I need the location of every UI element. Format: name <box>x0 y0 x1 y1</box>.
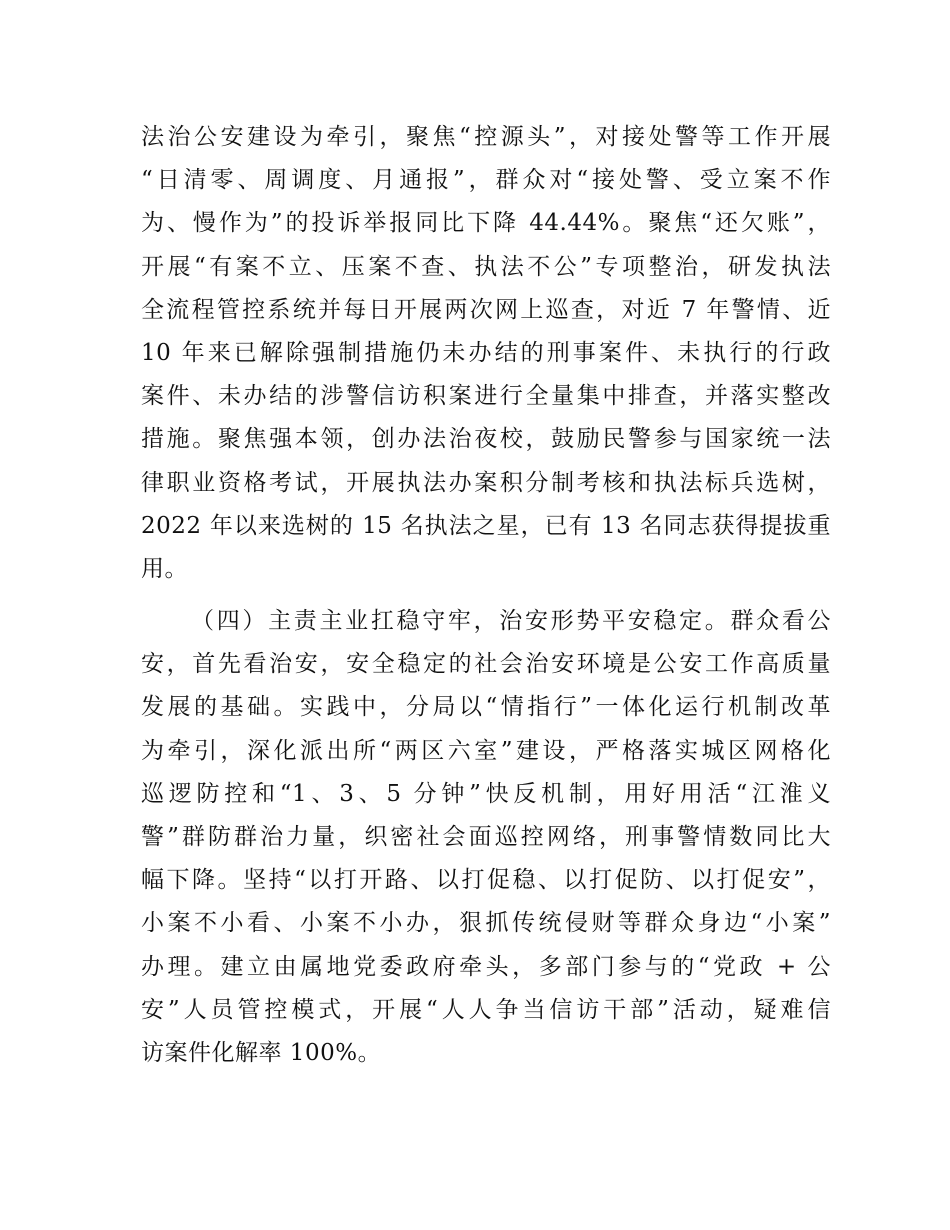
paragraph-2 <box>141 600 831 1075</box>
paragraph-line: “日清零、周调度、月通报”，群众对“接处警、受立案不作 <box>141 167 831 194</box>
paragraph-line: 为、慢作为”的投诉举报同比下降 44.44%。聚焦“还欠账”， <box>141 210 831 237</box>
paragraph-1 <box>141 116 831 591</box>
paragraph-line: 10 年来已解除强制措施仍未办结的刑事案件、未执行的行政 <box>141 339 831 366</box>
paragraph-line: 案件、未办结的涉警信访积案进行全量集中排查，并落实整改 <box>141 383 831 410</box>
paragraph-line: 安，首先看治安，安全稳定的社会治安环境是公安工作高质量 <box>141 651 831 678</box>
paragraph-line: 律职业资格考试，开展执法办案积分制考核和执法标兵选树， <box>141 469 831 496</box>
paragraph-line: 小案不小看、小案不小办，狠抓传统侵财等群众身边“小案” <box>141 910 831 937</box>
paragraph-line: 安”人员管控模式，开展“人人争当信访干部”活动，疑难信 <box>141 996 831 1023</box>
paragraph-line: 用。 <box>141 555 188 582</box>
document-body <box>141 116 831 1075</box>
paragraph-line: 措施。聚焦强本领，创办法治夜校，鼓励民警参与国家统一法 <box>141 426 831 453</box>
paragraph-line: 开展“有案不立、压案不查、执法不公”专项整治，研发执法 <box>141 253 831 280</box>
paragraph-line: 巡逻防控和“1、3、5 分钟”快反机制，用好用活“江淮义 <box>141 780 831 807</box>
paragraph-spacer <box>141 591 831 600</box>
paragraph-line: 2022 年以来选树的 15 名执法之星，已有 13 名同志获得提拔重 <box>141 512 831 539</box>
paragraph-line: 访案件化解率 100%。 <box>141 1039 382 1066</box>
paragraph-line: 法治公安建设为牵引，聚焦“控源头”，对接处警等工作开展 <box>141 124 831 150</box>
paragraph-line: 警”群防群治力量，织密社会面巡控网络，刑事警情数同比大 <box>141 824 831 850</box>
paragraph-line: 幅下降。坚持“以打开路、以打促稳、以打促防、以打促安”， <box>141 867 831 894</box>
paragraph-line: 为牵引，深化派出所“两区六室”建设，严格落实城区网格化 <box>141 737 831 764</box>
paragraph-line: 全流程管控系统并每日开展两次网上巡查，对近 7 年警情、近 <box>141 296 831 323</box>
paragraph-line: 发展的基础。实践中，分局以“情指行”一体化运行机制改革 <box>141 694 831 721</box>
paragraph-heading-line: （四）主责主业扛稳守牢，治安形势平安稳定。群众看公 <box>191 608 831 635</box>
paragraph-line: 办理。建立由属地党委政府牵头，多部门参与的“党政 + 公 <box>141 953 831 980</box>
